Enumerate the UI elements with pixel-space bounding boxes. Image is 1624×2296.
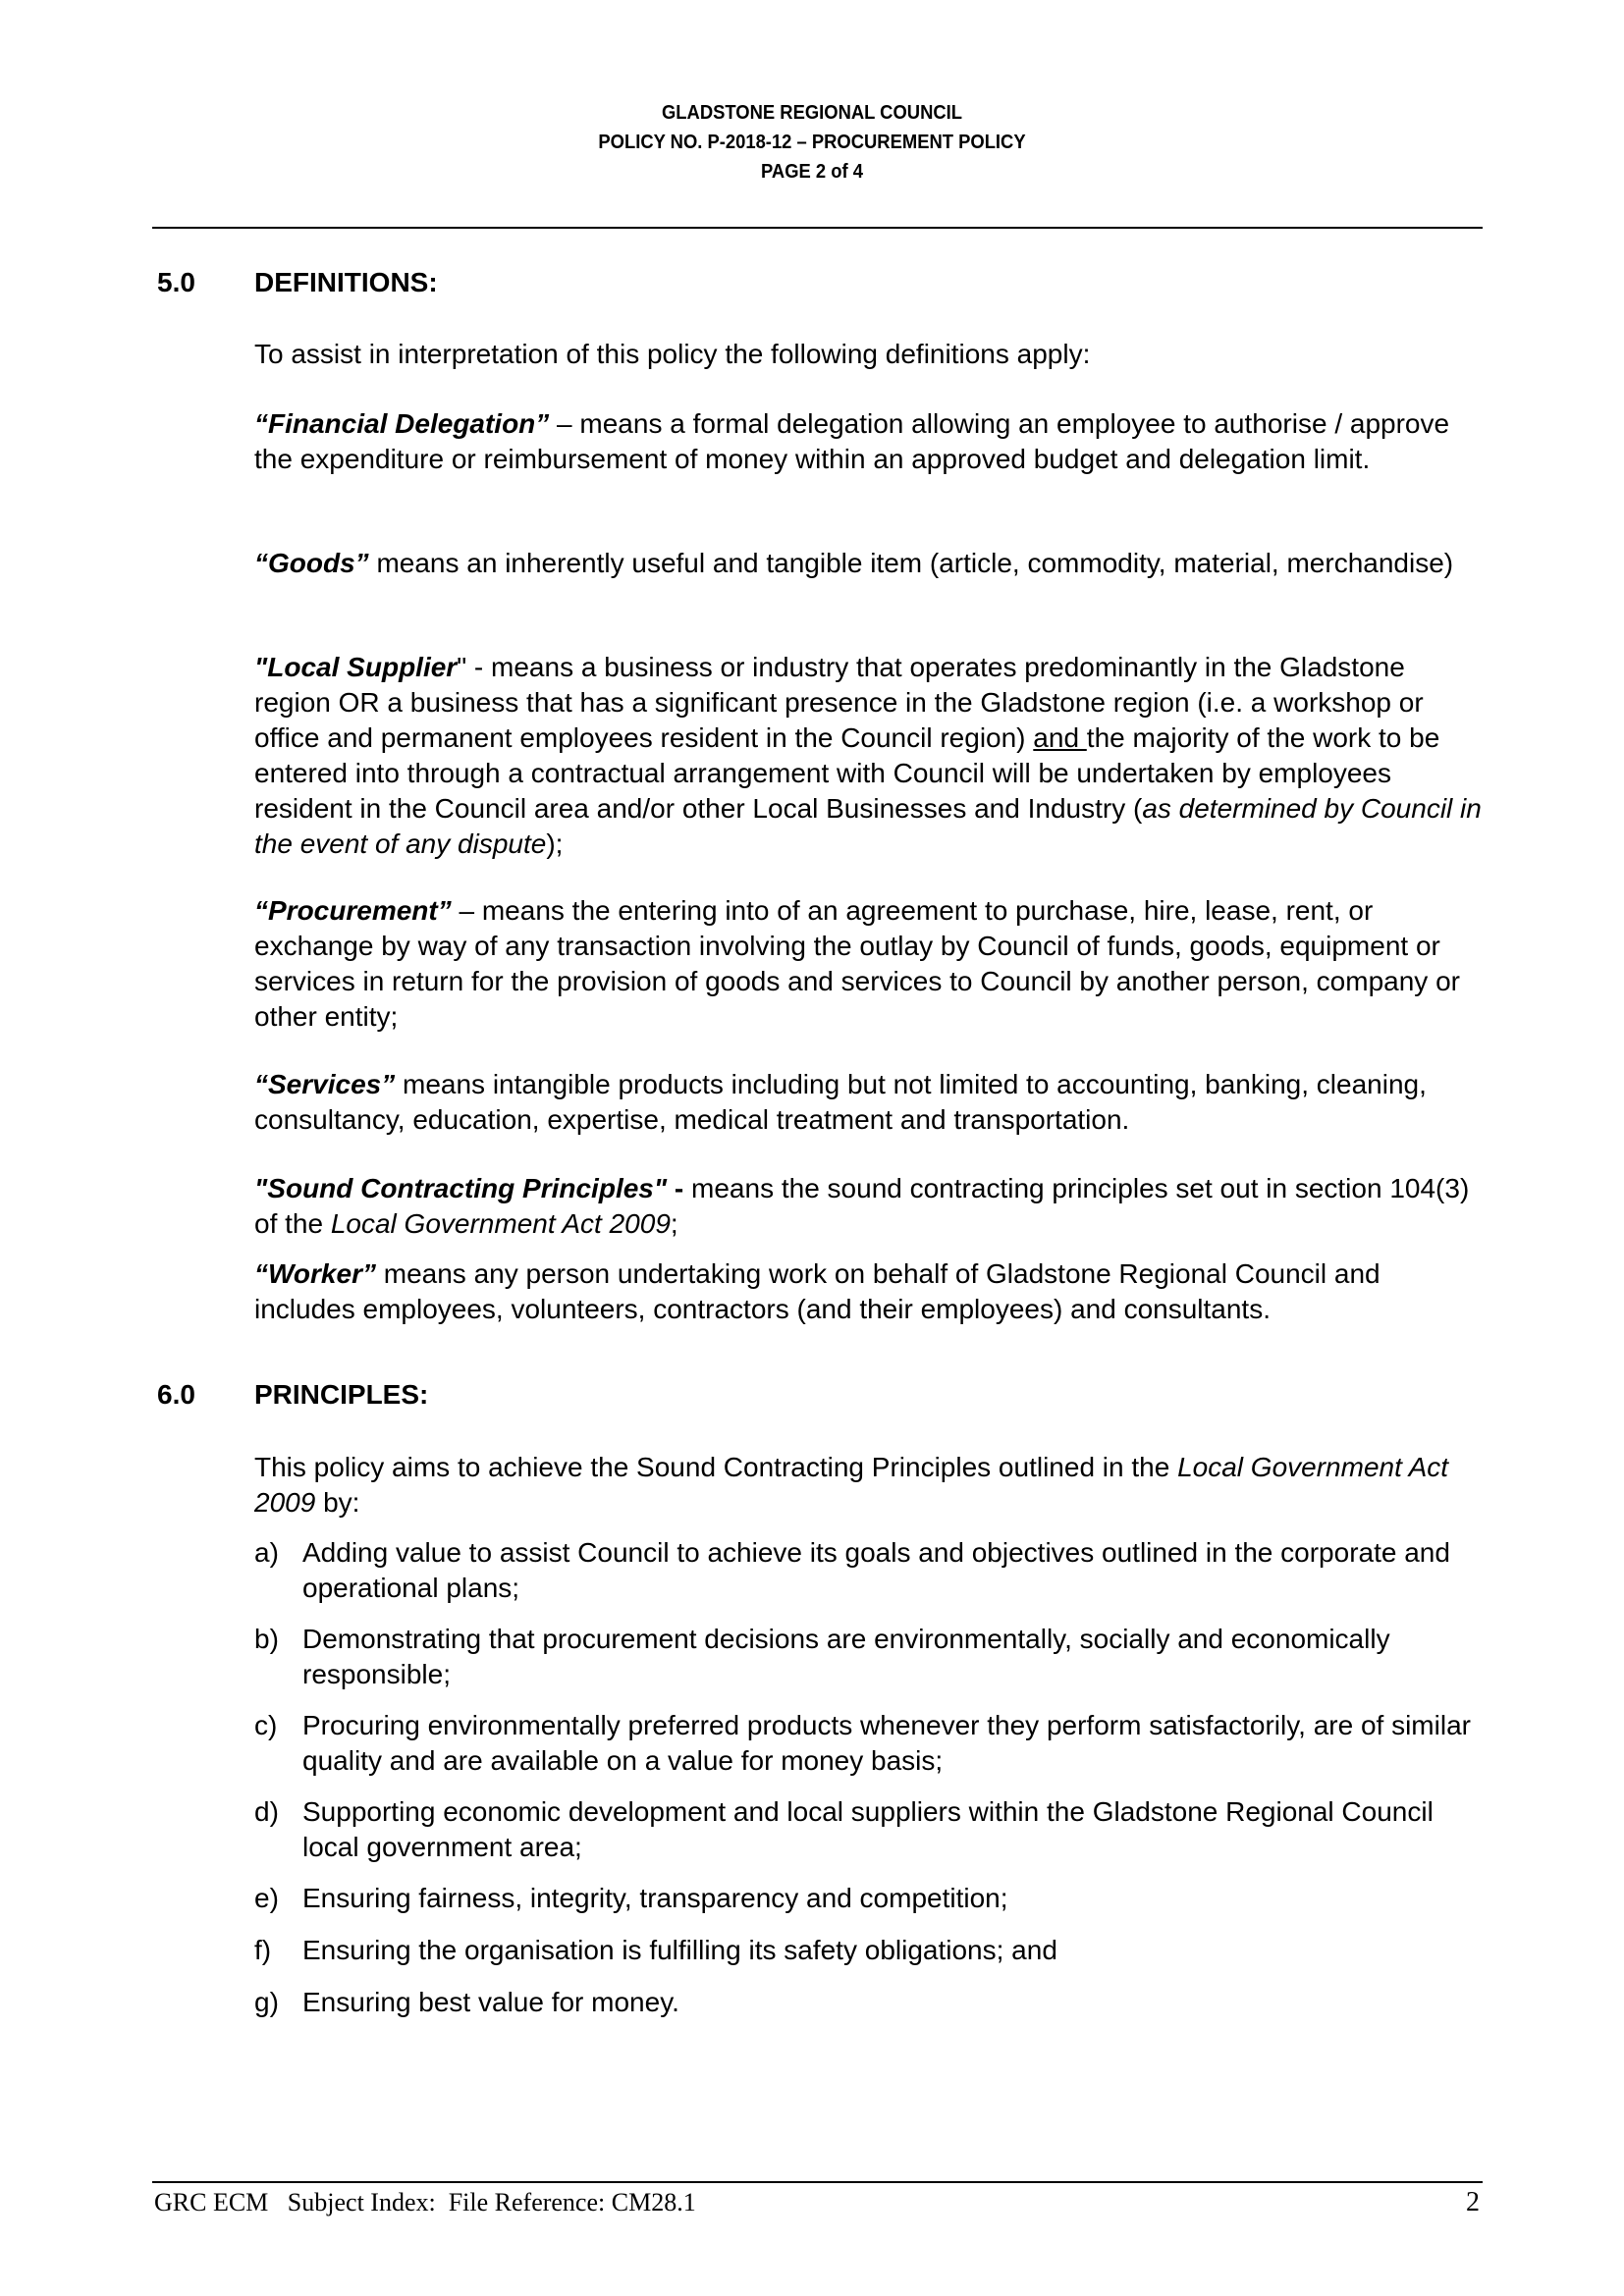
- term-dash: -: [667, 1173, 692, 1203]
- definition-services: [254, 1067, 1482, 1138]
- definition-text: );: [546, 828, 564, 859]
- list-item: [254, 1881, 1482, 1916]
- underlined-and: and: [1033, 722, 1087, 753]
- term-sound-contracting-principles: "Sound Contracting Principles": [254, 1173, 668, 1203]
- act-reference: Local Government Act 2009: [330, 1208, 671, 1239]
- definition-financial-delegation: [254, 406, 1482, 477]
- list-item: [254, 1985, 1482, 2020]
- definition-text: means intangible products including but not limited to accounting, banking, cleaning, consultancy, education, expertise, medical treatment and transportation.: [254, 1069, 1427, 1135]
- list-marker: a): [254, 1537, 279, 1568]
- definition-text: - means a business or industry that operates predominantly in the Gladstone region OR a business that has a significant presence in the Gladstone region (i.e. a workshop or office and permanent employees resident in the Council region): [254, 652, 1424, 753]
- term-worker: “Worker”: [254, 1258, 376, 1289]
- definition-text: – means the entering into of an agreement to purchase, hire, lease, rent, or exchange by way of any transaction involving the outlay by Council of funds, goods, equipment or services in return for the provision of goods and services to Council by another person, company or other entity;: [254, 895, 1460, 1032]
- definition-text: the majority of the work to be entered into through a contractual arrangement with Council will be undertaken by employees resident in the Council area and/or other Local Businesses and Industry (: [254, 722, 1440, 824]
- definition-text: means any person undertaking work on behalf of Gladstone Regional Council and includes employees, volunteers, contractors (and their employees) and consultants.: [254, 1258, 1380, 1324]
- list-item: [254, 1622, 1482, 1692]
- list-marker: b): [254, 1624, 279, 1654]
- principles-intro: [254, 1450, 1482, 1521]
- term-local-supplier: "Local Supplier: [254, 652, 458, 682]
- section-5-title: DEFINITIONS:: [254, 267, 438, 297]
- page-header: [0, 98, 1624, 187]
- italic-note: as determined by Council in the event of any dispute: [254, 793, 1482, 859]
- definition-text: means an inherently useful and tangible item (article, commodity, material, merchandise): [368, 548, 1454, 578]
- term-services: “Services”: [254, 1069, 396, 1099]
- definition-text: ;: [670, 1208, 678, 1239]
- definition-text: – means a formal delegation allowing an employee to authorise / approve the expenditure or reimbursement of money within an approved budget and delegation limit.: [254, 408, 1450, 474]
- list-item: [254, 1933, 1482, 1968]
- list-text: Supporting economic development and local suppliers within the Gladstone Regional Council local government area;: [302, 1796, 1434, 1862]
- list-text: Ensuring best value for money.: [302, 1987, 679, 2017]
- list-item: [254, 1794, 1482, 1865]
- list-text: Demonstrating that procurement decisions are environmentally, socially and economically responsible;: [302, 1624, 1390, 1689]
- list-text: Procuring environmentally preferred products whenever they perform satisfactorily, are of similar quality and are available on a value for money basis;: [302, 1710, 1471, 1776]
- list-text: Adding value to assist Council to achieve its goals and objectives outlined in the corporate and operational plans;: [302, 1537, 1450, 1603]
- policy-title: POLICY NO. P-2018-12 – PROCUREMENT POLICY: [598, 132, 1026, 153]
- definition-sound-contracting-principles: [254, 1171, 1482, 1242]
- page-indicator: PAGE 2 of 4: [761, 161, 863, 183]
- list-text: Ensuring the organisation is fulfilling its safety obligations; and: [302, 1935, 1057, 1965]
- act-reference: Local Government Act 2009: [254, 1452, 1449, 1518]
- list-item: [254, 1708, 1482, 1779]
- footer-reference: GRC ECM Subject Index: File Reference: CM28.1: [154, 2188, 696, 2216]
- header-rule: [152, 227, 1483, 229]
- definitions-intro: To assist in interpretation of this policy the following definitions apply:: [254, 339, 1091, 369]
- council-name: GLADSTONE REGIONAL COUNCIL: [661, 102, 962, 124]
- term-goods: “Goods”: [254, 548, 369, 578]
- section-5-number: 5.0: [157, 267, 195, 297]
- page-number: 2: [1466, 2187, 1480, 2217]
- intro-text: This policy aims to achieve the Sound Contracting Principles outlined in the: [254, 1452, 1178, 1482]
- definition-procurement: [254, 893, 1482, 1035]
- list-marker: g): [254, 1987, 279, 2017]
- section-6-number: 6.0: [157, 1379, 195, 1410]
- definition-worker: [254, 1256, 1482, 1327]
- list-marker: d): [254, 1796, 279, 1827]
- intro-text: by:: [315, 1487, 360, 1518]
- term-procurement: “Procurement”: [254, 895, 452, 926]
- list-text: Ensuring fairness, integrity, transparency and competition;: [302, 1883, 1008, 1913]
- definition-local-supplier: [254, 650, 1482, 862]
- definition-text: means the sound contracting principles set out in section 104(3) of the: [254, 1173, 1470, 1239]
- list-marker: c): [254, 1710, 278, 1740]
- page-footer: [154, 2185, 1480, 2220]
- section-6-heading: [157, 1377, 428, 1413]
- footer-rule: [152, 2181, 1483, 2183]
- definition-goods: [254, 546, 1482, 581]
- term-close-quote: ": [457, 652, 467, 682]
- section-6-title: PRINCIPLES:: [254, 1379, 429, 1410]
- list-item: [254, 1535, 1482, 1606]
- term-financial-delegation: “Financial Delegation”: [254, 408, 550, 439]
- section-5-heading: [157, 265, 438, 300]
- list-marker: f): [254, 1935, 272, 1965]
- list-marker: e): [254, 1883, 279, 1913]
